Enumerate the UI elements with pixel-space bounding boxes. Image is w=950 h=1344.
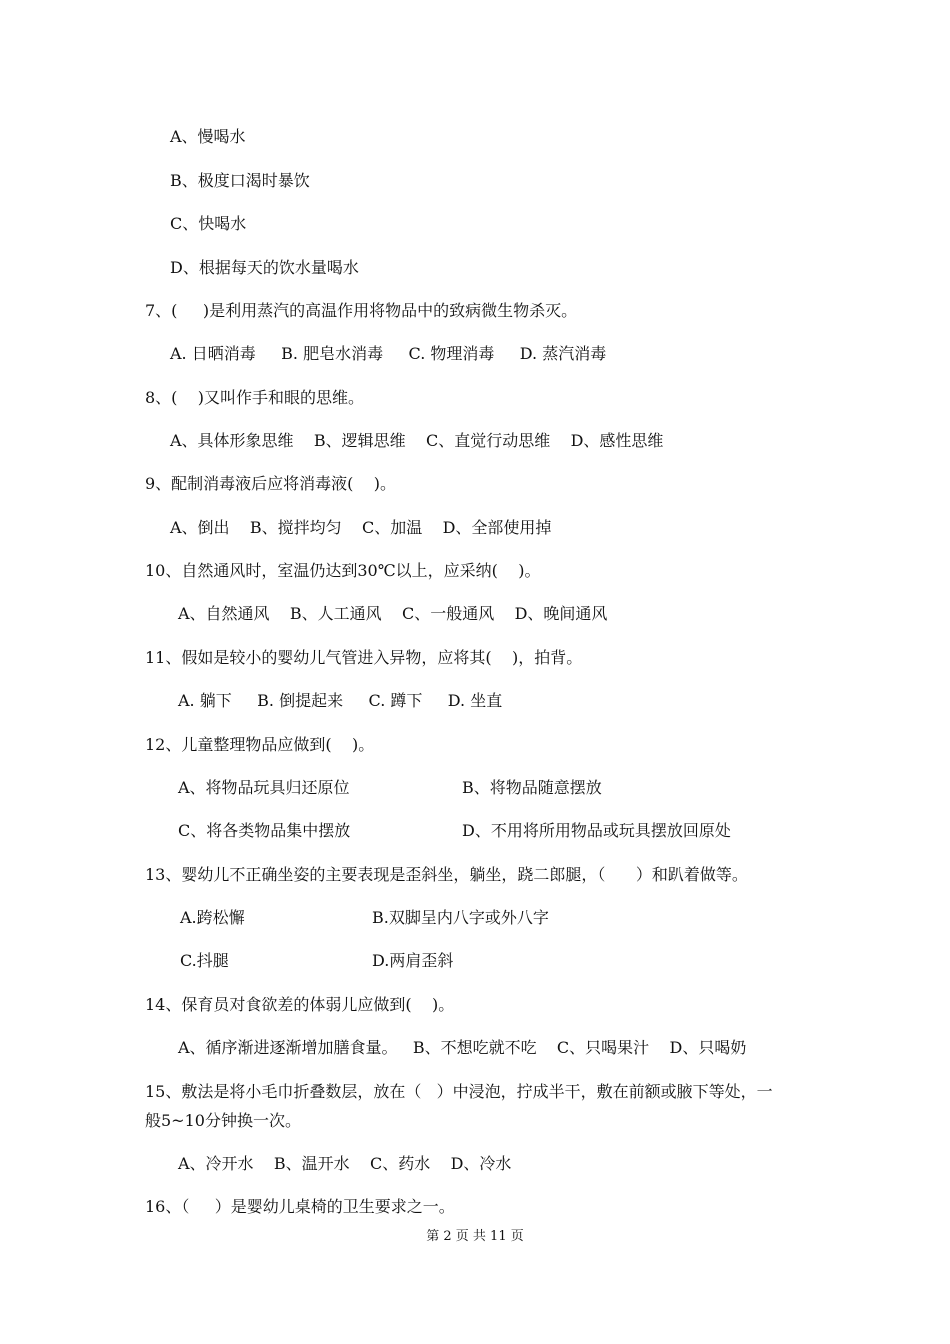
question-14: 14、保育员对食欲差的体弱儿应做到( )。 <box>145 995 455 1014</box>
question-15: 15、敷法是将小毛巾折叠数层，放在（ ）中浸泡，拧成半干，敷在前额或腋下等处，一 <box>145 1082 773 1101</box>
q9-options: A、倒出 B、搅拌均匀 C、加温 D、全部使用掉 <box>170 518 552 537</box>
question-10: 10、自然通风时，室温仍达到30℃以上，应采纳( )。 <box>145 561 541 580</box>
question-13: 13、婴幼儿不正确坐姿的主要表现是歪斜坐，躺坐，跷二郎腿，（ ）和趴着做等。 <box>145 865 748 884</box>
q11-options: A. 躺下 B. 倒提起来 C. 蹲下 D. 坐直 <box>178 691 503 710</box>
q13-option-c: C.抖腿 <box>180 951 229 970</box>
q7-options: A. 日晒消毒 B. 肥皂水消毒 C. 物理消毒 D. 蒸汽消毒 <box>170 344 607 363</box>
question-15-continued: 般5~10分钟换一次。 <box>145 1111 301 1130</box>
q13-option-a: A.跨松懈 <box>180 908 245 927</box>
q13-option-b: B.双脚呈内八字或外八字 <box>372 908 549 927</box>
q6-option-a: A、慢喝水 <box>170 127 246 146</box>
q12-option-b: B、将物品随意摆放 <box>462 778 602 797</box>
question-16: 16、（ ）是婴幼儿桌椅的卫生要求之一。 <box>145 1197 455 1216</box>
q12-option-d: D、不用将所用物品或玩具摆放回原处 <box>462 821 731 840</box>
question-7: 7、( )是利用蒸汽的高温作用将物品中的致病微生物杀灭。 <box>145 301 578 320</box>
q13-option-d: D.两肩歪斜 <box>372 951 454 970</box>
q6-option-b: B、极度口渴时暴饮 <box>170 171 310 190</box>
q8-options: A、具体形象思维 B、逻辑思维 C、直觉行动思维 D、感性思维 <box>170 431 664 450</box>
q10-options: A、自然通风 B、人工通风 C、一般通风 D、晚间通风 <box>178 604 608 623</box>
question-11: 11、假如是较小的婴幼儿气管进入异物，应将其( )，拍背。 <box>145 648 583 667</box>
q6-option-d: D、根据每天的饮水量喝水 <box>170 258 359 277</box>
question-12: 12、儿童整理物品应做到( )。 <box>145 735 375 754</box>
q15-options: A、冷开水 B、温开水 C、药水 D、冷水 <box>178 1154 512 1173</box>
page-footer: 第 2 页 共 11 页 <box>426 1229 524 1244</box>
q12-option-c: C、将各类物品集中摆放 <box>178 821 351 840</box>
question-8: 8、( )又叫作手和眼的思维。 <box>145 388 365 407</box>
question-9: 9、配制消毒液后应将消毒液( )。 <box>145 474 397 493</box>
q6-option-c: C、快喝水 <box>170 214 247 233</box>
q14-options: A、循序渐进逐渐增加膳食量。 B、不想吃就不吃 C、只喝果汁 D、只喝奶 <box>178 1038 747 1057</box>
q12-option-a: A、将物品玩具归还原位 <box>178 778 350 797</box>
